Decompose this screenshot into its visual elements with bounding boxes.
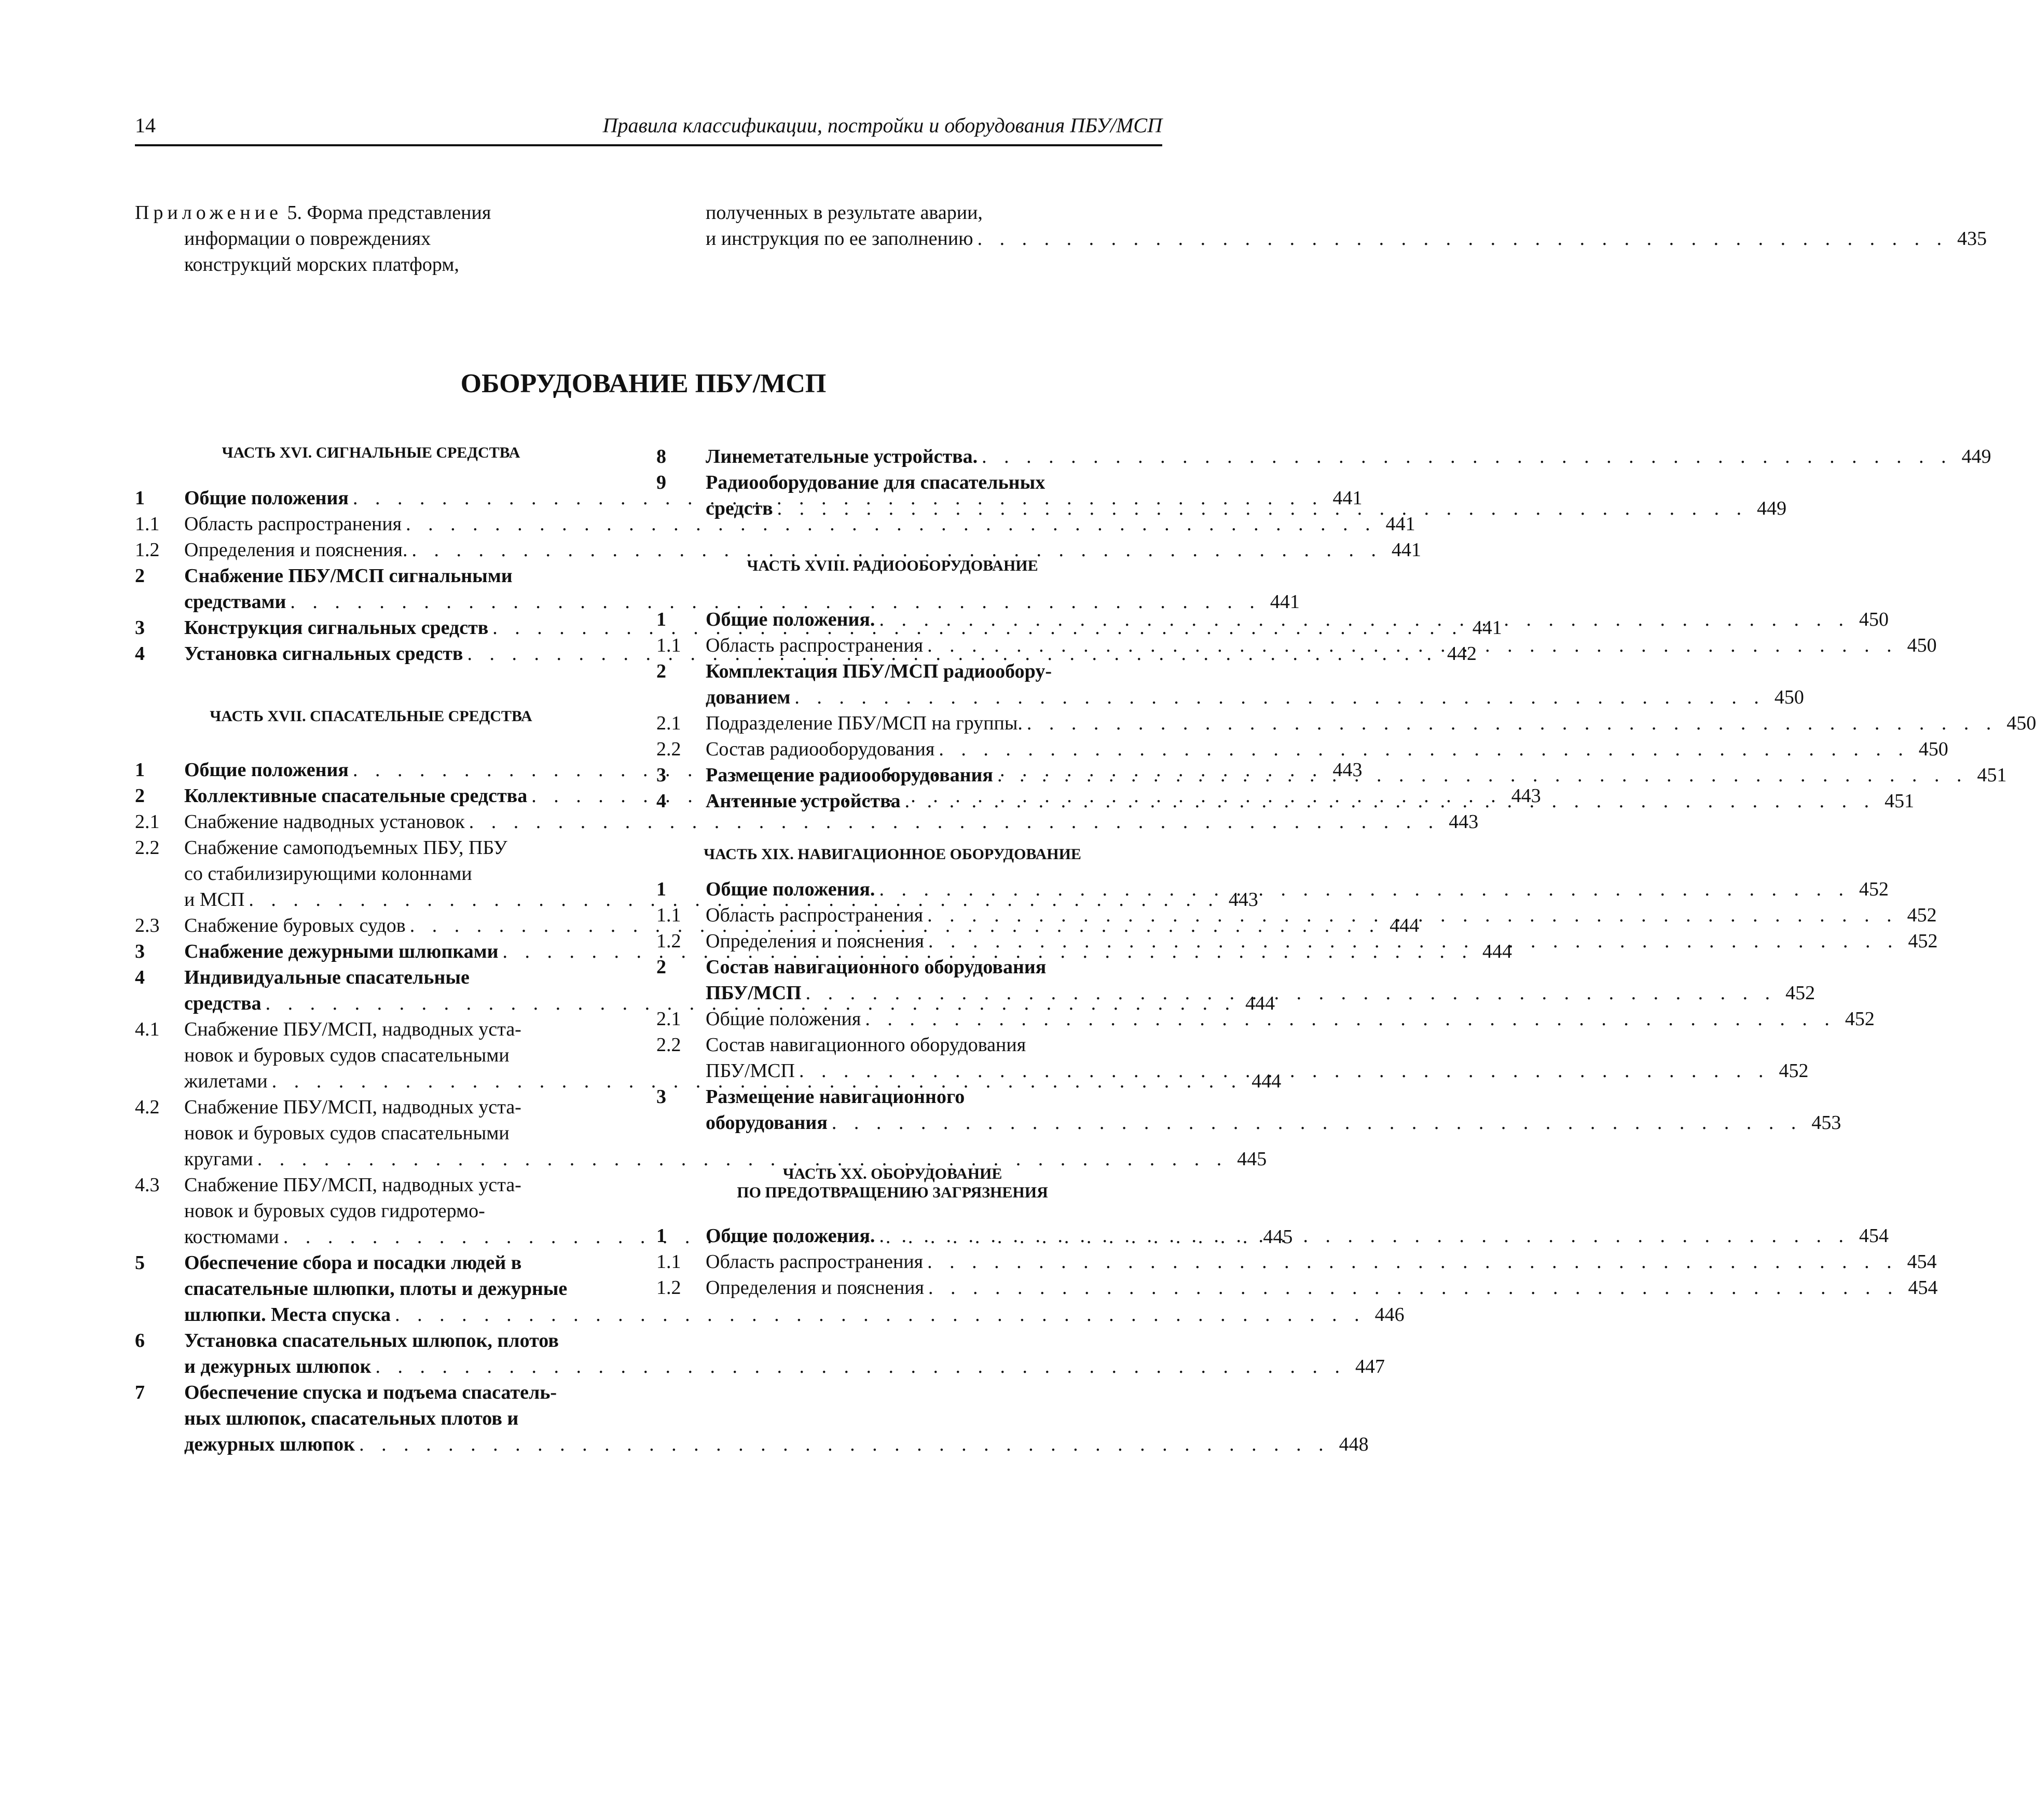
toc-entry-number: 9 [656, 472, 666, 493]
toc-entry-number: 2.1 [656, 712, 681, 734]
page-header [135, 113, 1162, 146]
toc-entry-title: Установка сигнальных средств [184, 643, 463, 665]
toc-entry-number: 2.2 [135, 837, 160, 859]
toc-entry-title: шлюпки. Места спуска [184, 1304, 391, 1326]
appendix-line: полученных в результате аварии, [706, 202, 983, 224]
toc-entry-page: 452 [1779, 1060, 1809, 1082]
toc-entry-number: 4 [135, 967, 145, 988]
toc-entry-number: 1 [135, 759, 145, 781]
toc-entry-title: Снабжение надводных установок [184, 811, 465, 833]
toc-entry-number: 1.1 [135, 513, 160, 535]
toc-entry-title: костюмами [184, 1226, 279, 1248]
leader-dots [924, 928, 1899, 954]
toc-entry-title: и МСП [184, 889, 245, 911]
toc-entry-title: дованием [706, 686, 791, 708]
toc-entry-page: 444 [1482, 941, 1512, 962]
toc-entry [135, 511, 1415, 537]
toc-entry-title: и дежурных шлюпок [184, 1356, 372, 1377]
toc-entry-title: Состав навигационного оборудования [706, 1034, 1026, 1056]
toc-entry-title: Снабжение самоподъемных ПБУ, ПБУ [184, 837, 507, 859]
toc-entry-page: 450 [1907, 635, 1937, 656]
leader-dots [875, 1223, 1850, 1249]
toc-entry-page: 453 [1811, 1112, 1841, 1134]
toc-entry [656, 1249, 1937, 1275]
toc-entry-number: 2.2 [656, 1034, 681, 1056]
part-heading: ЧАСТЬ XVIII. РАДИООБОРУДОВАНИЕ [747, 557, 1038, 574]
toc-entry-page: 441 [1332, 487, 1363, 509]
leader-dots [978, 444, 1952, 470]
toc-entry-number: 4.3 [135, 1174, 160, 1196]
leader-dots [861, 1006, 1836, 1032]
leader-dots [371, 1354, 1346, 1380]
toc-entry-number: 1.1 [656, 904, 681, 926]
toc-entry-title: Конструкция сигнальных средств [184, 617, 489, 639]
appendix-line: конструкций морских платформ, [184, 254, 459, 275]
leader-dots [773, 495, 1748, 521]
leader-dots [802, 980, 1777, 1006]
toc-entry-page: 452 [1785, 982, 1815, 1004]
toc-entry-title: Размещение радиооборудования [706, 764, 993, 786]
toc-entry-page: 447 [1355, 1356, 1385, 1377]
toc-entry-title: Общие положения. [706, 1225, 875, 1247]
toc-entry [656, 1006, 1875, 1032]
toc-entry-title: Общие положения [184, 759, 349, 781]
toc-entry-number: 1.2 [656, 930, 681, 952]
toc-entry-page: 452 [1907, 904, 1937, 926]
toc-entry-page: 451 [1977, 764, 2007, 786]
toc-entry-title: Коллективные спасательные средства [184, 785, 528, 807]
toc-entry-page: 443 [1511, 785, 1541, 807]
toc-entry-title: ных шлюпок, спасательных плотов и [184, 1408, 519, 1429]
toc-entry [135, 537, 1421, 563]
leader-dots [923, 1249, 1898, 1275]
toc-entry-page: 441 [1472, 617, 1502, 639]
toc-entry [135, 809, 1479, 835]
toc-entry-page: 452 [1908, 930, 1938, 952]
toc-entry-page: 452 [1845, 1008, 1875, 1030]
toc-entry-page: 452 [1859, 878, 1889, 900]
toc-entry-title: дежурных шлюпок [184, 1433, 355, 1455]
toc-entry-page: 444 [1245, 992, 1275, 1014]
leader-dots [973, 226, 1948, 252]
toc-entry-number: 2 [135, 565, 145, 587]
toc-entry-number: 3 [135, 941, 145, 962]
toc-entry-number: 1.1 [656, 635, 681, 656]
leader-dots [1023, 710, 1998, 736]
toc-entry-title: Область распространения [184, 513, 402, 535]
toc-entry-number: 2.1 [656, 1008, 681, 1030]
leader-dots [934, 736, 1909, 762]
toc-entry-title: Снабжение ПБУ/МСП сигнальными [184, 565, 513, 587]
toc-entry-page: 450 [1859, 609, 1889, 630]
toc-entry-title: Линеметательные устройства. [706, 446, 978, 467]
toc-entry-title: Общие положения [706, 1008, 861, 1030]
toc-entry-page: 448 [1339, 1433, 1369, 1455]
toc-entry-number: 8 [656, 446, 666, 467]
running-title: Правила классификации, постройки и оборудования ПБУ/МСП [602, 114, 1162, 137]
toc-entry-title: Общие положения. [706, 609, 875, 630]
toc-entry-page: 454 [1859, 1225, 1889, 1247]
toc-entry-title: Состав радиооборудования [706, 738, 935, 760]
toc-entry-number: 2 [656, 660, 666, 682]
toc-entry [656, 710, 2036, 736]
toc-entry-page: 445 [1237, 1148, 1267, 1170]
toc-entry [656, 444, 1991, 470]
toc-entry-page: 451 [1884, 790, 1915, 812]
toc-entry-title: Область распространения [706, 904, 924, 926]
toc-entry-title: средства [184, 992, 262, 1014]
appendix-line: 5. Форма представления [282, 202, 491, 224]
toc-entry-number: 6 [135, 1330, 145, 1352]
appendix-right-column [706, 200, 1987, 252]
toc-entry-title: Область распространения [706, 1251, 924, 1273]
appendix-line: информации о повреждениях [184, 228, 431, 250]
toc-entry-title: Область распространения [706, 635, 924, 656]
toc-entry-title: новок и буровых судов спасательными [184, 1122, 510, 1144]
toc-entry-number: 1 [656, 878, 666, 900]
toc-entry-title: Снабжение дежурными шлюпками [184, 941, 499, 962]
toc-entry-title: Общие положения. [706, 878, 875, 900]
appendix-line: и инструкция по ее заполнению [706, 228, 973, 250]
toc-entry-title: Определения и пояснения [706, 930, 924, 952]
leader-dots [923, 902, 1898, 928]
toc-entry-number: 7 [135, 1382, 145, 1403]
part-heading: ПО ПРЕДОТВРАЩЕНИЮ ЗАГРЯЗНЕНИЯ [737, 1184, 1048, 1201]
toc-entry-number: 4 [656, 790, 666, 812]
toc-entry-number: 5 [135, 1252, 145, 1274]
toc-entry-title: ПБУ/МСП [706, 982, 802, 1004]
toc-entry-number: 1 [656, 609, 666, 630]
toc-entry-number: 2.1 [135, 811, 160, 833]
toc-entry-page: 454 [1908, 1277, 1938, 1299]
toc-entry-page: 446 [1374, 1304, 1405, 1326]
toc-entry-page: 442 [1447, 643, 1477, 665]
toc-entry-title: со стабилизирующими колоннами [184, 863, 472, 885]
leader-dots [828, 1110, 1803, 1136]
section-title: ОБОРУДОВАНИЕ ПБУ/МСП [460, 369, 827, 398]
toc-entry-page: 441 [1270, 591, 1300, 613]
toc-entry-title: Общие положения [184, 487, 349, 509]
toc-entry-title: Определения и пояснения. [184, 539, 408, 561]
toc-entry-number: 2 [656, 956, 666, 978]
toc-entry-page: 450 [1774, 686, 1804, 708]
toc-entry-page: 443 [1449, 811, 1479, 833]
leader-dots [924, 1275, 1899, 1301]
appendix-page: 435 [1957, 228, 1987, 250]
toc-entry-title: Определения и пояснения [706, 1277, 924, 1299]
toc-entry [135, 1380, 1369, 1457]
toc-entry-number: 3 [656, 1086, 666, 1108]
toc-entry-title: Снабжение ПБУ/МСП, надводных уста- [184, 1096, 521, 1118]
toc-entry-title: ПБУ/МСП [706, 1060, 795, 1082]
toc-entry-number: 1.1 [656, 1251, 681, 1273]
toc-entry-page: 445 [1263, 1226, 1293, 1248]
leader-dots [795, 1058, 1770, 1084]
toc-entry [656, 1275, 1938, 1301]
toc-entry-number: 3 [656, 764, 666, 786]
toc-entry-title: новок и буровых судов гидротермо- [184, 1200, 485, 1222]
toc-entry-title: Подразделение ПБУ/МСП на группы. [706, 712, 1023, 734]
toc-entry-title: новок и буровых судов спасательными [184, 1044, 510, 1066]
toc-entry-title: средств [706, 498, 773, 519]
toc-entry-title: Снабжение буровых судов [184, 915, 406, 936]
toc-entry [135, 1328, 1385, 1380]
leader-dots [391, 1302, 1366, 1328]
part-heading: ЧАСТЬ XX. ОБОРУДОВАНИЕ [782, 1165, 1002, 1182]
toc-entry-title: Радиооборудование для спасательных [706, 472, 1045, 493]
toc-entry-title: Обеспечение сбора и посадки людей в [184, 1252, 522, 1274]
toc-entry-title: средствами [184, 591, 286, 613]
leader-dots [901, 788, 1876, 814]
part-heading: ЧАСТЬ XVI. СИГНАЛЬНЫЕ СРЕДСТВА [222, 444, 520, 461]
toc-entry-number: 2.3 [135, 915, 160, 936]
toc-entry-title: Обеспечение спуска и подъема спасатель- [184, 1382, 557, 1403]
leader-dots [875, 876, 1850, 902]
toc-entry-number: 3 [135, 617, 145, 639]
toc-entry-title: Установка спасательных шлюпок, плотов [184, 1330, 559, 1352]
toc-entry-number: 2.2 [656, 738, 681, 760]
toc-entry-number: 4 [135, 643, 145, 665]
toc-entry-page: 444 [1390, 915, 1420, 936]
toc-entry-title: Снабжение ПБУ/МСП, надводных уста- [184, 1174, 521, 1196]
toc-entry-title: Размещение навигационного [706, 1086, 965, 1108]
toc-entry-number: 1.2 [135, 539, 160, 561]
toc-entry-number: 1 [656, 1225, 666, 1247]
toc-entry [656, 658, 1804, 710]
toc-entry-title: спасательные шлюпки, плоты и дежурные [184, 1278, 568, 1300]
toc-entry-title: Состав навигационного оборудования [706, 956, 1047, 978]
toc-entry-number: 4.2 [135, 1096, 160, 1118]
toc-entry-number: 1.2 [656, 1277, 681, 1299]
leader-dots [993, 762, 1968, 788]
appendix-left-column [135, 200, 581, 278]
toc-entry-number: 2 [135, 785, 145, 807]
toc-entry-title: Индивидуальные спасательные [184, 967, 470, 988]
page-number: 14 [135, 114, 156, 137]
toc-entry-page: 449 [1961, 446, 1991, 467]
toc-entry-title: Комплектация ПБУ/МСП радиообору- [706, 660, 1052, 682]
toc-entry-title: кругами [184, 1148, 253, 1170]
toc-entry-title: Снабжение ПБУ/МСП, надводных уста- [184, 1018, 521, 1040]
toc-entry-page: 450 [2006, 712, 2036, 734]
toc-entry-page: 450 [1918, 738, 1948, 760]
toc-entry-page: 441 [1391, 539, 1421, 561]
toc-entry-title: Антенные устройства [706, 790, 901, 812]
leader-dots [355, 1431, 1330, 1457]
toc-entry-number: 1 [135, 487, 145, 509]
leader-dots [923, 632, 1898, 658]
toc-entry-page: 443 [1228, 889, 1258, 911]
toc-entry-number: 4.1 [135, 1018, 160, 1040]
part-heading: ЧАСТЬ XVII. СПАСАТЕЛЬНЫЕ СРЕДСТВА [210, 708, 532, 725]
leader-dots [790, 684, 1765, 710]
toc-entry-page: 443 [1332, 759, 1363, 781]
toc-entry-page: 444 [1251, 1070, 1282, 1092]
toc-entry-page: 441 [1385, 513, 1415, 535]
toc-entry-page: 449 [1757, 498, 1787, 519]
part-heading: ЧАСТЬ XIX. НАВИГАЦИОННОЕ ОБОРУДОВАНИЕ [704, 846, 1081, 863]
leader-dots [875, 606, 1850, 632]
appendix-label: Приложение [135, 202, 282, 224]
toc-entry-title: жилетами [184, 1070, 268, 1092]
toc-entry [656, 736, 1948, 762]
toc-entry [656, 1084, 1841, 1136]
toc-entry-page: 454 [1907, 1251, 1937, 1273]
toc-entry-title: оборудования [706, 1112, 828, 1134]
